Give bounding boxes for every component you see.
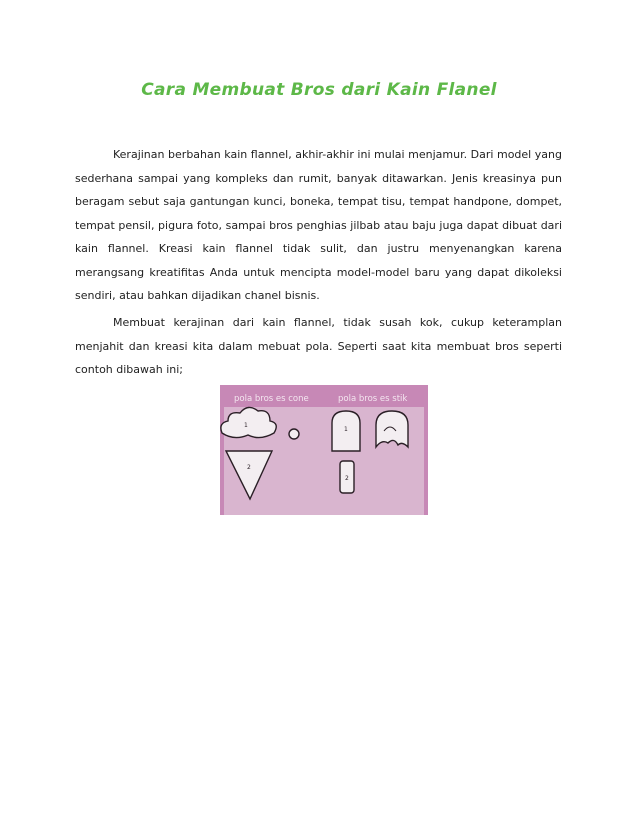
piece-number-1: 1 [244,422,248,429]
brooch-pattern-photo [220,385,428,515]
cone-circle-shape [289,429,299,439]
piece-number-4: 2 [345,475,349,482]
paragraph-howto: Membuat kerajinan dari kain flannel, tidak susah kok, cukup keteramplan menjahit dan kreasi kita dalam mebuat pola. Seperti saat kita membuat bros seperti contoh dibawah ini; [75,316,562,376]
figure-label-cone: pola bros es cone [234,394,309,404]
paragraph-intro: Kerajinan berbahan kain flannel, akhir-akhir ini mulai menjamur. Dari model yang sederhana sampai yang kompleks dan rumit, banyak ditawarkan. Jenis kreasinya pun beragam sebut saja gantungan kunci, boneka, tempat tisu, tempat handpone, dompet, tempat pensil, pigura foto, sampai bros penghias jilbab atau baju juga dapat dibuat dari kain flannel. Kreasi kain flannel tidak sulit, dan justru menyenangkan karena merangsang kreatifitas Anda untuk mencipta model-model baru yang dapat dikoleksi sendiri, atau bahkan dijadikan chanel bisnis. [75,148,562,302]
document-title: Cara Membuat Bros dari Kain Flanel [141,80,497,100]
brooch-pattern-illustration [220,385,428,515]
figure-label-stick: pola bros es stik [338,394,408,404]
piece-number-2: 2 [247,464,251,471]
piece-number-3: 1 [344,426,348,433]
